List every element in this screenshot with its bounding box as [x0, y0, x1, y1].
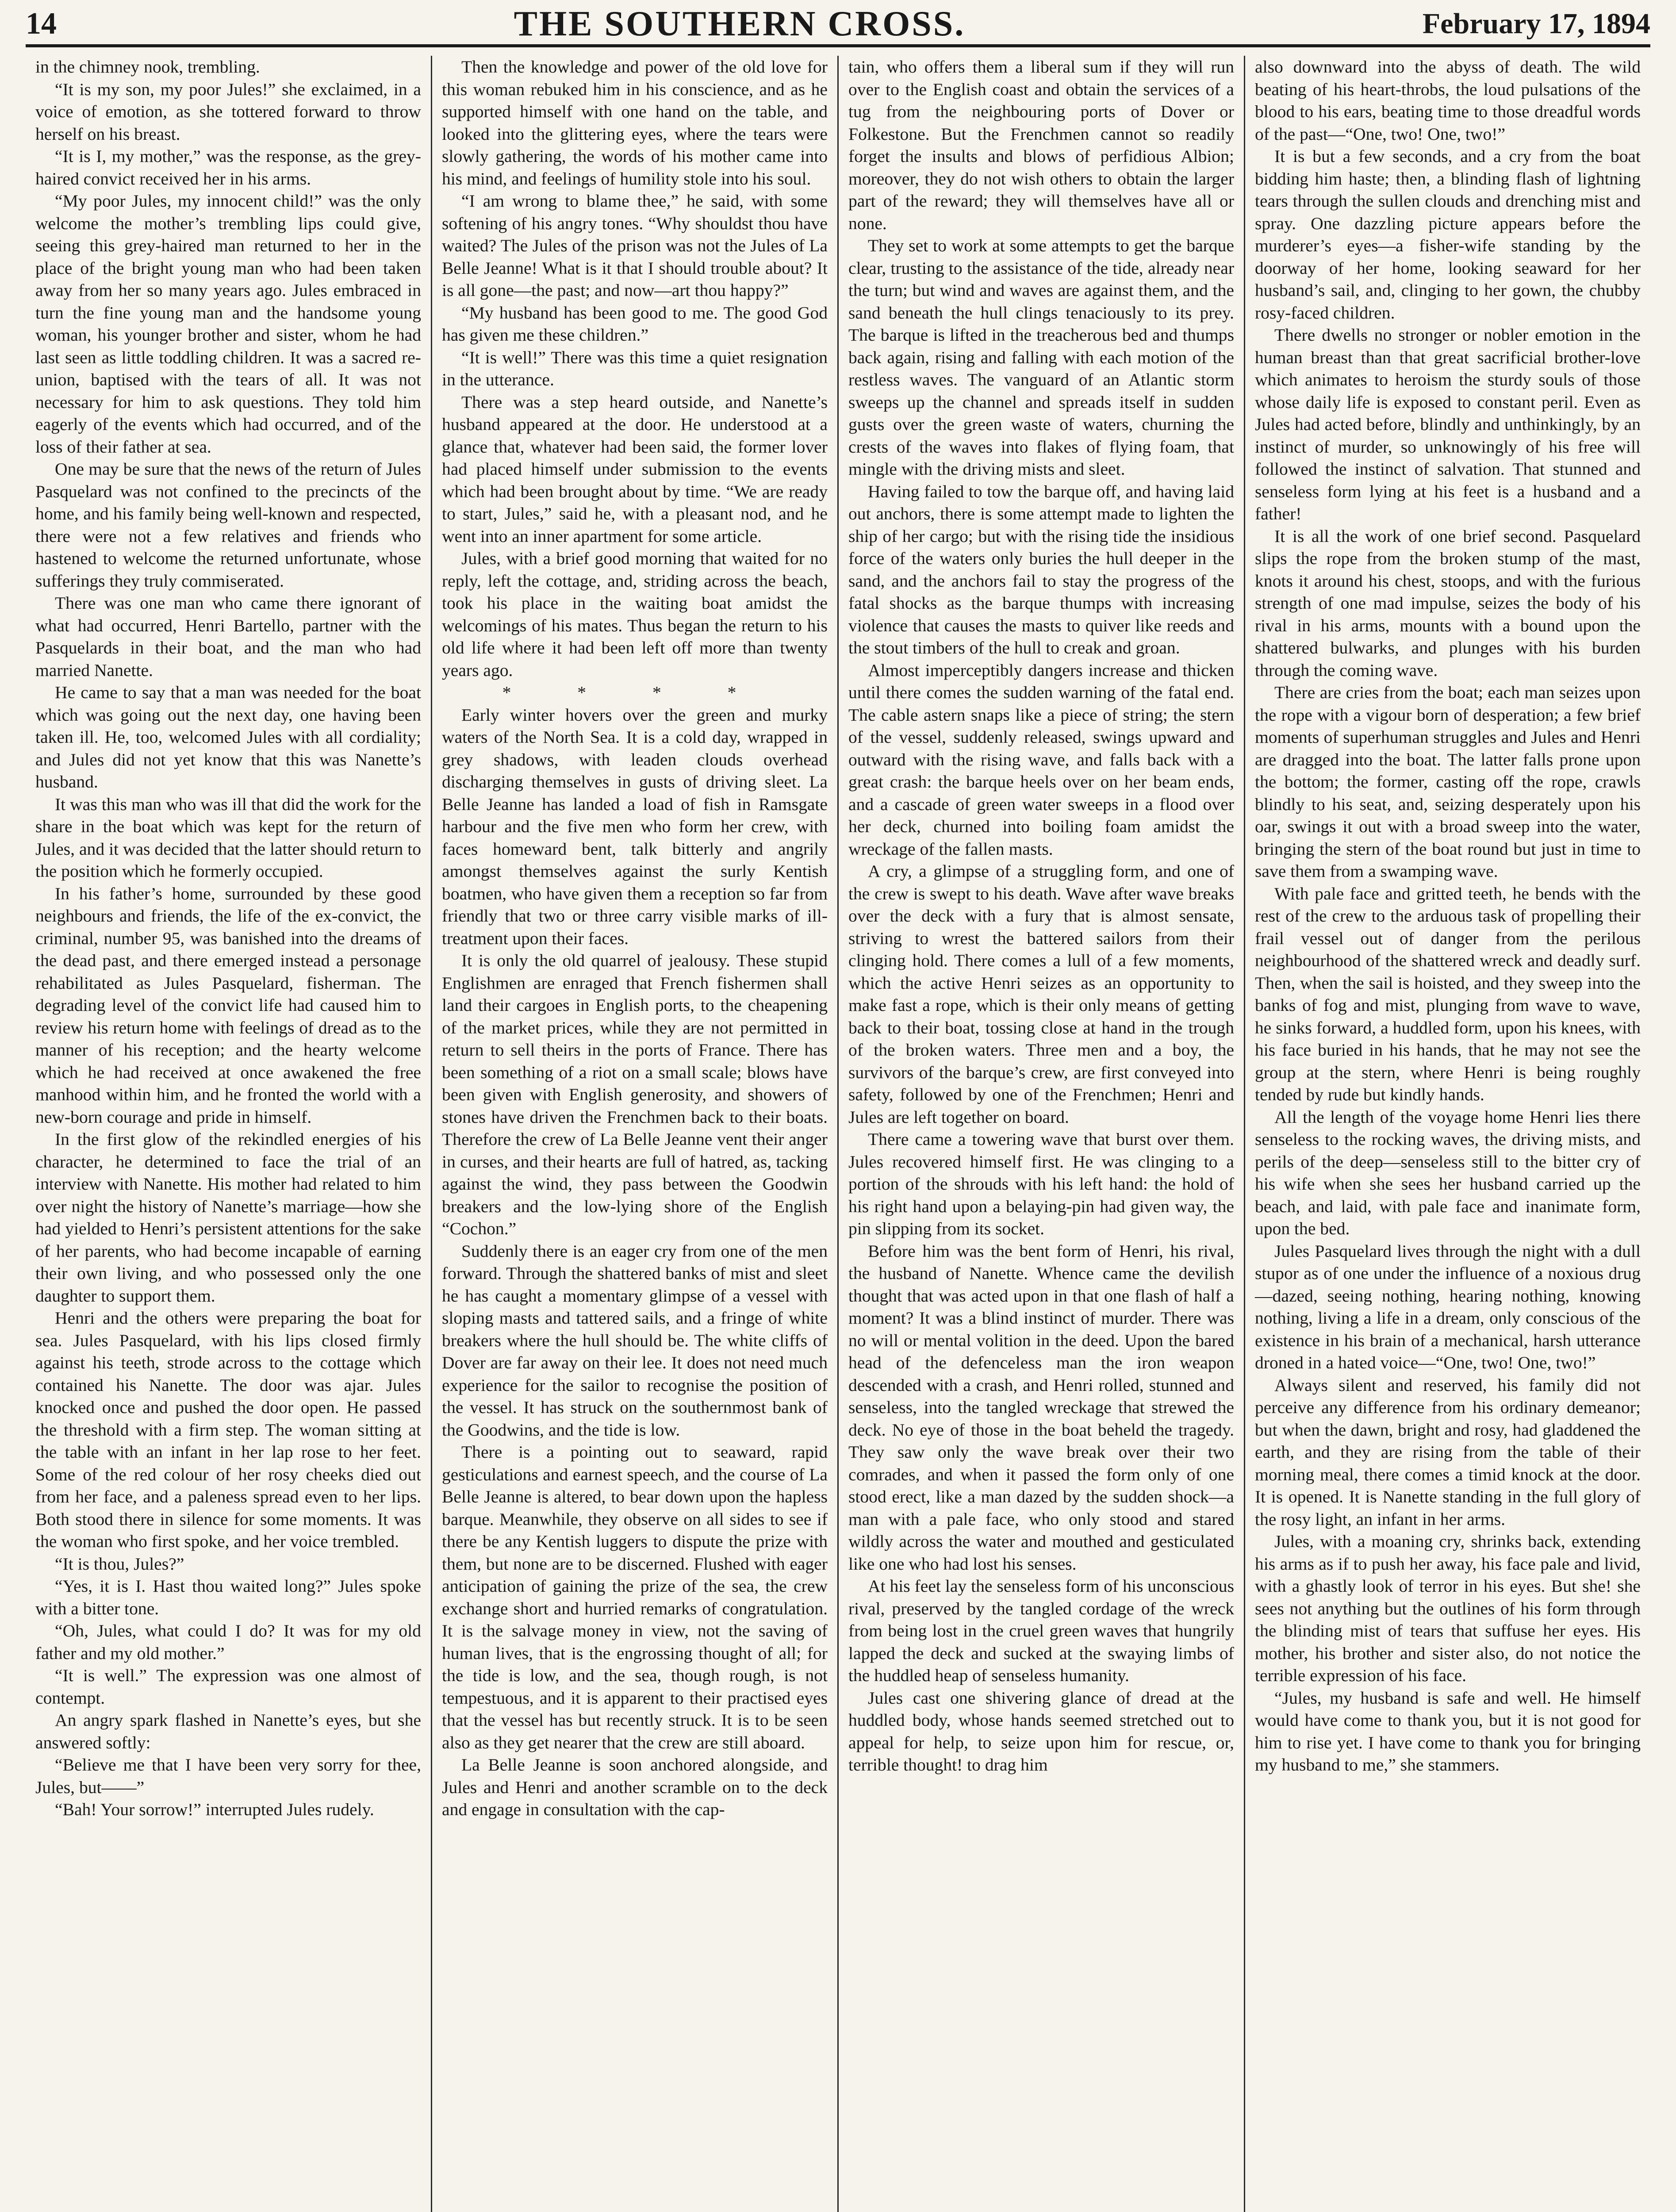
article-paragraph: There was a step heard outside, and Nanette’s husband appeared at the door. He understood at a glance that, whatever had been said, the former lover had placed himself under submission to the events which had been brought about by time. “We are ready to start, Jules,” said he, with a pleasant nod, and he went into an inner apartment for some article. — [442, 392, 828, 546]
article-paragraph: Early winter hovers over the green and murky waters of the North Sea. It is a cold day, wrapped in grey shadows, with leaden clouds overhead discharging themselves in gusts of driving sleet. La Belle Jeanne has landed a load of fish in Ramsgate harbour and the five men who form her crew, with faces homeward bent, talk bitterly and angrily amongst themselves against the surly Kentish boatmen, who have given them a reception so far from friendly that two or three carry visible marks of ill-treatment upon their faces. — [442, 705, 828, 948]
article-paragraph: There dwells no stronger or nobler emotion in the human breast than that great sacrificial brother-love which animates to heroism the sturdy souls of those whose daily life is exposed to constant peril. Even as Jules had acted before, blindly and unthinkingly, by an instinct of murder, so unknowingly of his free will followed the instinct of salvation. That stunned and senseless form lying at his feet is a husband and a father! — [1255, 325, 1641, 523]
article-paragraph: Then the knowledge and power of the old love for this woman rebuked him in his conscience, and as he supported himself with one hand on the table, and looked into the glittering eyes, where the tears were slowly gathering, the words of his mother came into his mind, and feelings of humility stole into his soul. — [442, 57, 828, 188]
article-paragraph: In the first glow of the rekindled energies of his character, he determined to face the trial of an interview with Nanette. His mother had related to him over night the history of Nanette’s marriage—how she had yielded to Henri’s persistent attentions for the sake of her parents, who had become incapable of earning their own living, and who possessed only the one daughter to support them. — [35, 1129, 421, 1306]
article-paragraph: In his father’s home, surrounded by these good neighbours and friends, the life of the ex-convict, the criminal, number 95, was banished into the dreams of the dead past, and there emerged instead a personage rehabilitated as Jules Pasquelard, fisherman. The degrading level of the convict life had caused him to review his return home with feelings of dread as to the manner of his reception; and the hearty welcome which he had received at once awakened the free manhood within him, and he fronted the world with a new-born courage and pride in himself. — [35, 883, 421, 1127]
article-paragraph: A cry, a glimpse of a struggling form, and one of the crew is swept to his death. Wave after wave breaks over the deck with a fury that is almost sensate, striving to wrest the battered sailors from their clinging hold. There comes a lull of a few moments, which the active Henri seizes as an opportunity to make fast a rope, which is their only means of getting back to their boat, tossing close at hand in the trough of the broken waters. Three men and a boy, the survivors of the barque’s crew, are first conveyed into safety, followed by one of the Frenchmen; Henri and Jules are left together on board. — [848, 861, 1234, 1127]
article-paragraph: There are cries from the boat; each man seizes upon the rope with a vigour born of desperation; a few brief moments of superhuman struggles and Jules and Henri are dragged into the boat. The latter falls prone upon the bottom; the former, casting off the rope, crawls blindly to his seat, and, seizing desperately upon his oar, swings it out with a broad sweep into the water, bringing the stern of the boat round but just in time to save them from a swamping wave. — [1255, 683, 1641, 881]
article-paragraph: Henri and the others were preparing the boat for sea. Jules Pasquelard, with his lips closed firmly against his teeth, strode across to the cottage which contained his Nanette. The door was ajar. Jules knocked once and pushed the door open. He passed the threshold with a firm step. The woman sitting at the table with an infant in her lap rose to her feet. Some of the red colour of her rosy cheeks died out from her face, and a paleness spread even to her lips. Both stood there in silence for some moments. It was the woman who first spoke, and her voice trembled. — [35, 1308, 421, 1551]
section-break: * * * * — [502, 683, 767, 702]
article-paragraph: “Oh, Jules, what could I do? It was for my old father and my old mother.” — [35, 1621, 421, 1663]
article-columns — [26, 56, 1650, 2212]
article-paragraph: It is all the work of one brief second. Pasquelard slips the rope from the broken stump of the mast, knots it around his chest, stoops, and with the furious strength of one mad impulse, seizes the body of his rival in his arms, mounts with a bound upon the shattered bulwarks, and plunges with his burden through the coming wave. — [1255, 526, 1641, 680]
article-paragraph: tain, who offers them a liberal sum if they will run over to the English coast and obtain the services of a tug from the neighbouring ports of Dover or Folkestone. But the Frenchmen cannot so readily forget the insults and blows of perfidious Albion; moreover, they do not wish others to obtain the larger part of the reward; they will themselves have all or none. — [848, 57, 1234, 233]
column-1 — [26, 56, 431, 2212]
newspaper-title: THE SOUTHERN CROSS. — [514, 4, 966, 43]
article-paragraph: Jules Pasquelard lives through the night with a dull stupor as of one under the influence of a noxious drug—dazed, seeing nothing, hearing nothing, knowing nothing, living a life in a dream, only conscious of the existence in his brain of a mechanical, harsh utterance droned in a hated voice—“One, two! One, two!” — [1255, 1241, 1641, 1372]
article-paragraph: “Bah! Your sorrow!” interrupted Jules rudely. — [55, 1800, 374, 1819]
article-paragraph: It was this man who was ill that did the work for the share in the boat which was kept for the return of Jules, and it was decided that the latter should return to the position which he formerly occupied. — [35, 794, 421, 881]
article-paragraph: One may be sure that the news of the return of Jules Pasquelard was not confined to the precincts of the home, and his family being well-known and respected, there were not a few relatives and friends who hastened to welcome the returned unfortunate, whose sufferings they truly commiserated. — [35, 459, 421, 591]
article-paragraph: Jules, with a brief good morning that waited for no reply, left the cottage, and, striding across the beach, took his place in the waiting boat amidst the welcomings of his mates. Thus began the return to his old life where it had been left off more than twenty years ago. — [442, 549, 828, 680]
article-paragraph: It is but a few seconds, and a cry from the boat bidding him haste; then, a blinding flash of lightning tears through the sullen clouds and drenching mist and spray. One dazzling picture appears before the murderer’s eyes—a fisher-wife standing by the doorway of her home, looking seaward for her husband’s sail, and, clinging to her gown, the chubby rosy-faced children. — [1255, 146, 1641, 323]
article-paragraph: Having failed to tow the barque off, and having laid out anchors, there is some attempt made to lighten the ship of her cargo; but with the rising tide the insidious force of the waters only buries the hull deeper in the sand, and the anchors fail to stay the progress of the fatal shocks as the barque thumps with increasing violence that causes the masts to quiver like reeds and the stout timbers of the hull to creak and groan. — [848, 481, 1234, 657]
article-paragraph: There was one man who came there ignorant of what had occurred, Henri Bartello, partner with the Pasquelards in their boat, and the man who had married Nanette. — [35, 593, 421, 680]
column-2 — [431, 56, 837, 2212]
article-paragraph: Almost imperceptibly dangers increase and thicken until there comes the sudden warning of the fatal end. The cable astern snaps like a piece of string; the stern of the vessel, suddenly released, swings upward and outward with the rising wave, and falls back with a great crash: the barque heels over on her beam ends, and a cascade of green water sweeps in a flood over her deck, churned into boiling foam amidst the wreckage of the fallen masts. — [848, 660, 1234, 859]
issue-date: February 17, 1894 — [1422, 8, 1650, 40]
article-paragraph: “It is I, my mother,” was the response, as the grey-haired convict received her in his arms. — [35, 146, 421, 188]
article-paragraph: They set to work at some attempts to get the barque clear, trusting to the assistance of the tide, already near the turn; but wind and waves are against them, and the sand beneath the hull clings tenaciously to its prey. The barque is lifted in the treacherous bed and thumps back again, rising and falling with each motion of the restless waves. The vanguard of an Atlantic storm sweeps up the channel and spreads itself in sudden gusts over the green waste of waters, churning the crests of the waves into flakes of flying foam, that mingle with the driving mists and sleet. — [848, 236, 1234, 479]
article-paragraph: Jules cast one shivering glance of dread at the huddled body, whose hands seemed stretched out to appeal for help, to seize upon him for rescue, or, terrible thought! to drag him — [848, 1688, 1234, 1774]
article-paragraph: “It is my son, my poor Jules!” she exclaimed, in a voice of emotion, as she tottered forward to throw herself on his breast. — [35, 79, 421, 144]
article-paragraph: At his feet lay the senseless form of his unconscious rival, preserved by the tangled cordage of the wreck from being lost in the cruel green waves that hungrily lapped the deck and sucked at the swaying limbs of the huddled heap of senseless humanity. — [848, 1576, 1234, 1685]
article-paragraph: “Yes, it is I. Hast thou waited long?” Jules spoke with a bitter tone. — [35, 1576, 421, 1618]
article-paragraph: There came a towering wave that burst over them. Jules recovered himself first. He was clinging to a portion of the shrouds with his left hand: the hold of his right hand upon a belaying-pin had given way, the pin slipping from its socket. — [848, 1129, 1234, 1238]
article-paragraph: An angry spark flashed in Nanette’s eyes, but she answered softly: — [35, 1710, 421, 1752]
article-paragraph: “It is well.” The expression was one almost of contempt. — [35, 1666, 421, 1708]
article-paragraph: Always silent and reserved, his family did not perceive any difference from his ordinary demeanor; but when the dawn, bright and rosy, had gladdened the earth, and they are rising from the table of their morning meal, there comes a timid knock at the door. It is opened. It is Nanette standing in the full glory of the rosy light, an infant in her arms. — [1255, 1375, 1641, 1529]
article-paragraph: in the chimney nook, trembling. — [35, 57, 260, 77]
article-paragraph: “It is thou, Jules?” — [55, 1554, 184, 1574]
article-paragraph: La Belle Jeanne is soon anchored alongside, and Jules and Henri and another scramble on to the deck and engage in consultation with the cap- — [442, 1755, 828, 1819]
article-paragraph: “It is well!” There was this time a quiet resignation in the utterance. — [442, 347, 828, 389]
article-paragraph: All the length of the voyage home Henri lies there senseless to the rocking waves, the driving mists, and perils of the deep—senseless still to the bitter cry of his wife when she sees her husband carried up the beach, and laid, with pale face and inanimate form, upon the bed. — [1255, 1107, 1641, 1238]
article-paragraph: “My husband has been good to me. The good God has given me these children.” — [442, 303, 828, 345]
article-paragraph: It is only the old quarrel of jealousy. These stupid Englishmen are enraged that French fishermen shall land their cargoes in English ports, to the cheapening of the market prices, while they are not permitted in return to sell theirs in the ports of France. There has been something of a riot on a small scale; blows have been given with English generosity, and showers of stones have driven the Frenchmen back to their boats. Therefore the crew of La Belle Jeanne vent their anger in curses, and their hearts are full of hatred, as, tacking against the wind, they pass between the Goodwin breakers and the low-lying shore of the English “Cochon.” — [442, 951, 828, 1238]
column-4 — [1244, 56, 1650, 2212]
column-3 — [837, 56, 1244, 2212]
article-paragraph: Before him was the bent form of Henri, his rival, the husband of Nanette. Whence came the devilish thought that was acted upon in that one flash of half a moment? It was a blind instinct of murder. There was no will or mental volition in the deed. Upon the bared head of the defenceless man the iron weapon descended with a crash, and Henri rolled, stunned and senseless, into the tangled wreckage that strewed the deck. No eye of those in the boat beheld the tragedy. They saw only the wave break over their two comrades, and when it passed the form only of one stood erect, like a man dazed by the sudden shock—a man with a pale face, who only stood and stared wildly across the water and mouthed and gesticulated like one who had lost his senses. — [848, 1241, 1234, 1574]
article-paragraph: “I am wrong to blame thee,” he said, with some softening of his angry tones. “Why shouldst thou have waited? The Jules of the prison was not the Jules of La Belle Jeanne! What is it that I should trouble about? It is all gone—the past; and now—art thou happy?” — [442, 191, 828, 300]
article-paragraph: “Jules, my husband is safe and well. He himself would have come to thank you, but it is not good for him to rise yet. I have come to thank you for bringing my husband to me,” she stammers. — [1255, 1688, 1641, 1774]
article-paragraph: “My poor Jules, my innocent child!” was the only welcome the mother’s trembling lips could give, seeing this grey-haired man returned to her in the place of the bright young man who had been taken away from her so many years ago. Jules embraced in turn the fine young man and the handsome young woman, his younger brother and sister, whom he had last seen as little toddling children. It was a sacred re-union, baptised with the tears of all. It was not necessary for him to ask questions. They told him eagerly of the events which had occurred, and of the loss of their father at sea. — [35, 191, 421, 457]
article-paragraph: With pale face and gritted teeth, he bends with the rest of the crew to the arduous task of propelling their frail vessel out of danger from the perilous neighbourhood of the shattered wreck and deadly surf. Then, when the sail is hoisted, and they sweep into the banks of fog and mist, plunging from wave to wave, he sinks forward, a huddled form, upon his knees, with his face buried in his hands, that he may not see the group at the stern, where Henri is being roughly tended by rude but kindly hands. — [1255, 883, 1641, 1104]
article-paragraph: also downward into the abyss of death. The wild beating of his heart-throbs, the loud pulsations of the blood to his ears, beating time to those dreadful words of the past—“One, two! One, two!” — [1255, 57, 1641, 144]
article-paragraph: There is a pointing out to seaward, rapid gesticulations and earnest speech, and the course of La Belle Jeanne is altered, to bear down upon the hapless barque. Meanwhile, they observe on all sides to see if there be any Kentish luggers to dispute the prize with them, but none are to be discerned. Flushed with eager anticipation of gaining the prize of the sea, the crew exchange short and hurried remarks of congratulation. It is the salvage money in view, not the saving of human lives, that is the engrossing thought of all; for the tide is low, and the sea, though rough, is not tempestuous, and it is apparent to their practised eyes that the vessel has but recently struck. It is to be seen also as they get nearer that the crew are still aboard. — [442, 1442, 828, 1752]
article-paragraph: He came to say that a man was needed for the boat which was going out the next day, one having been taken ill. He, too, welcomed Jules with all cordiality; and Jules did not yet know that this was Nanette’s husband. — [35, 683, 421, 791]
article-paragraph: Suddenly there is an eager cry from one of the men forward. Through the shattered banks of mist and sleet he has caught a momentary glimpse of a vessel with sloping masts and tattered sails, and a fringe of white breakers where the hull should be. The white cliffs of Dover are far away on their lee. It does not need much experience for the sailor to recognise the position of the vessel. It has struck on the southernmost bank of the Goodwins, and the tide is low. — [442, 1241, 828, 1440]
article-paragraph: Jules, with a moaning cry, shrinks back, extending his arms as if to push her away, his face pale and livid, with a ghastly look of terror in his eyes. But she! she sees not anything but the outlines of his form through the blinding mist of tears that suffuse her eyes. His mother, his brother and sister also, do not notice the terrible expression of his face. — [1255, 1532, 1641, 1685]
page-number: 14 — [26, 7, 57, 41]
article-paragraph: “Believe me that I have been very sorry for thee, Jules, but——” — [35, 1755, 421, 1797]
masthead — [26, 4, 1650, 47]
